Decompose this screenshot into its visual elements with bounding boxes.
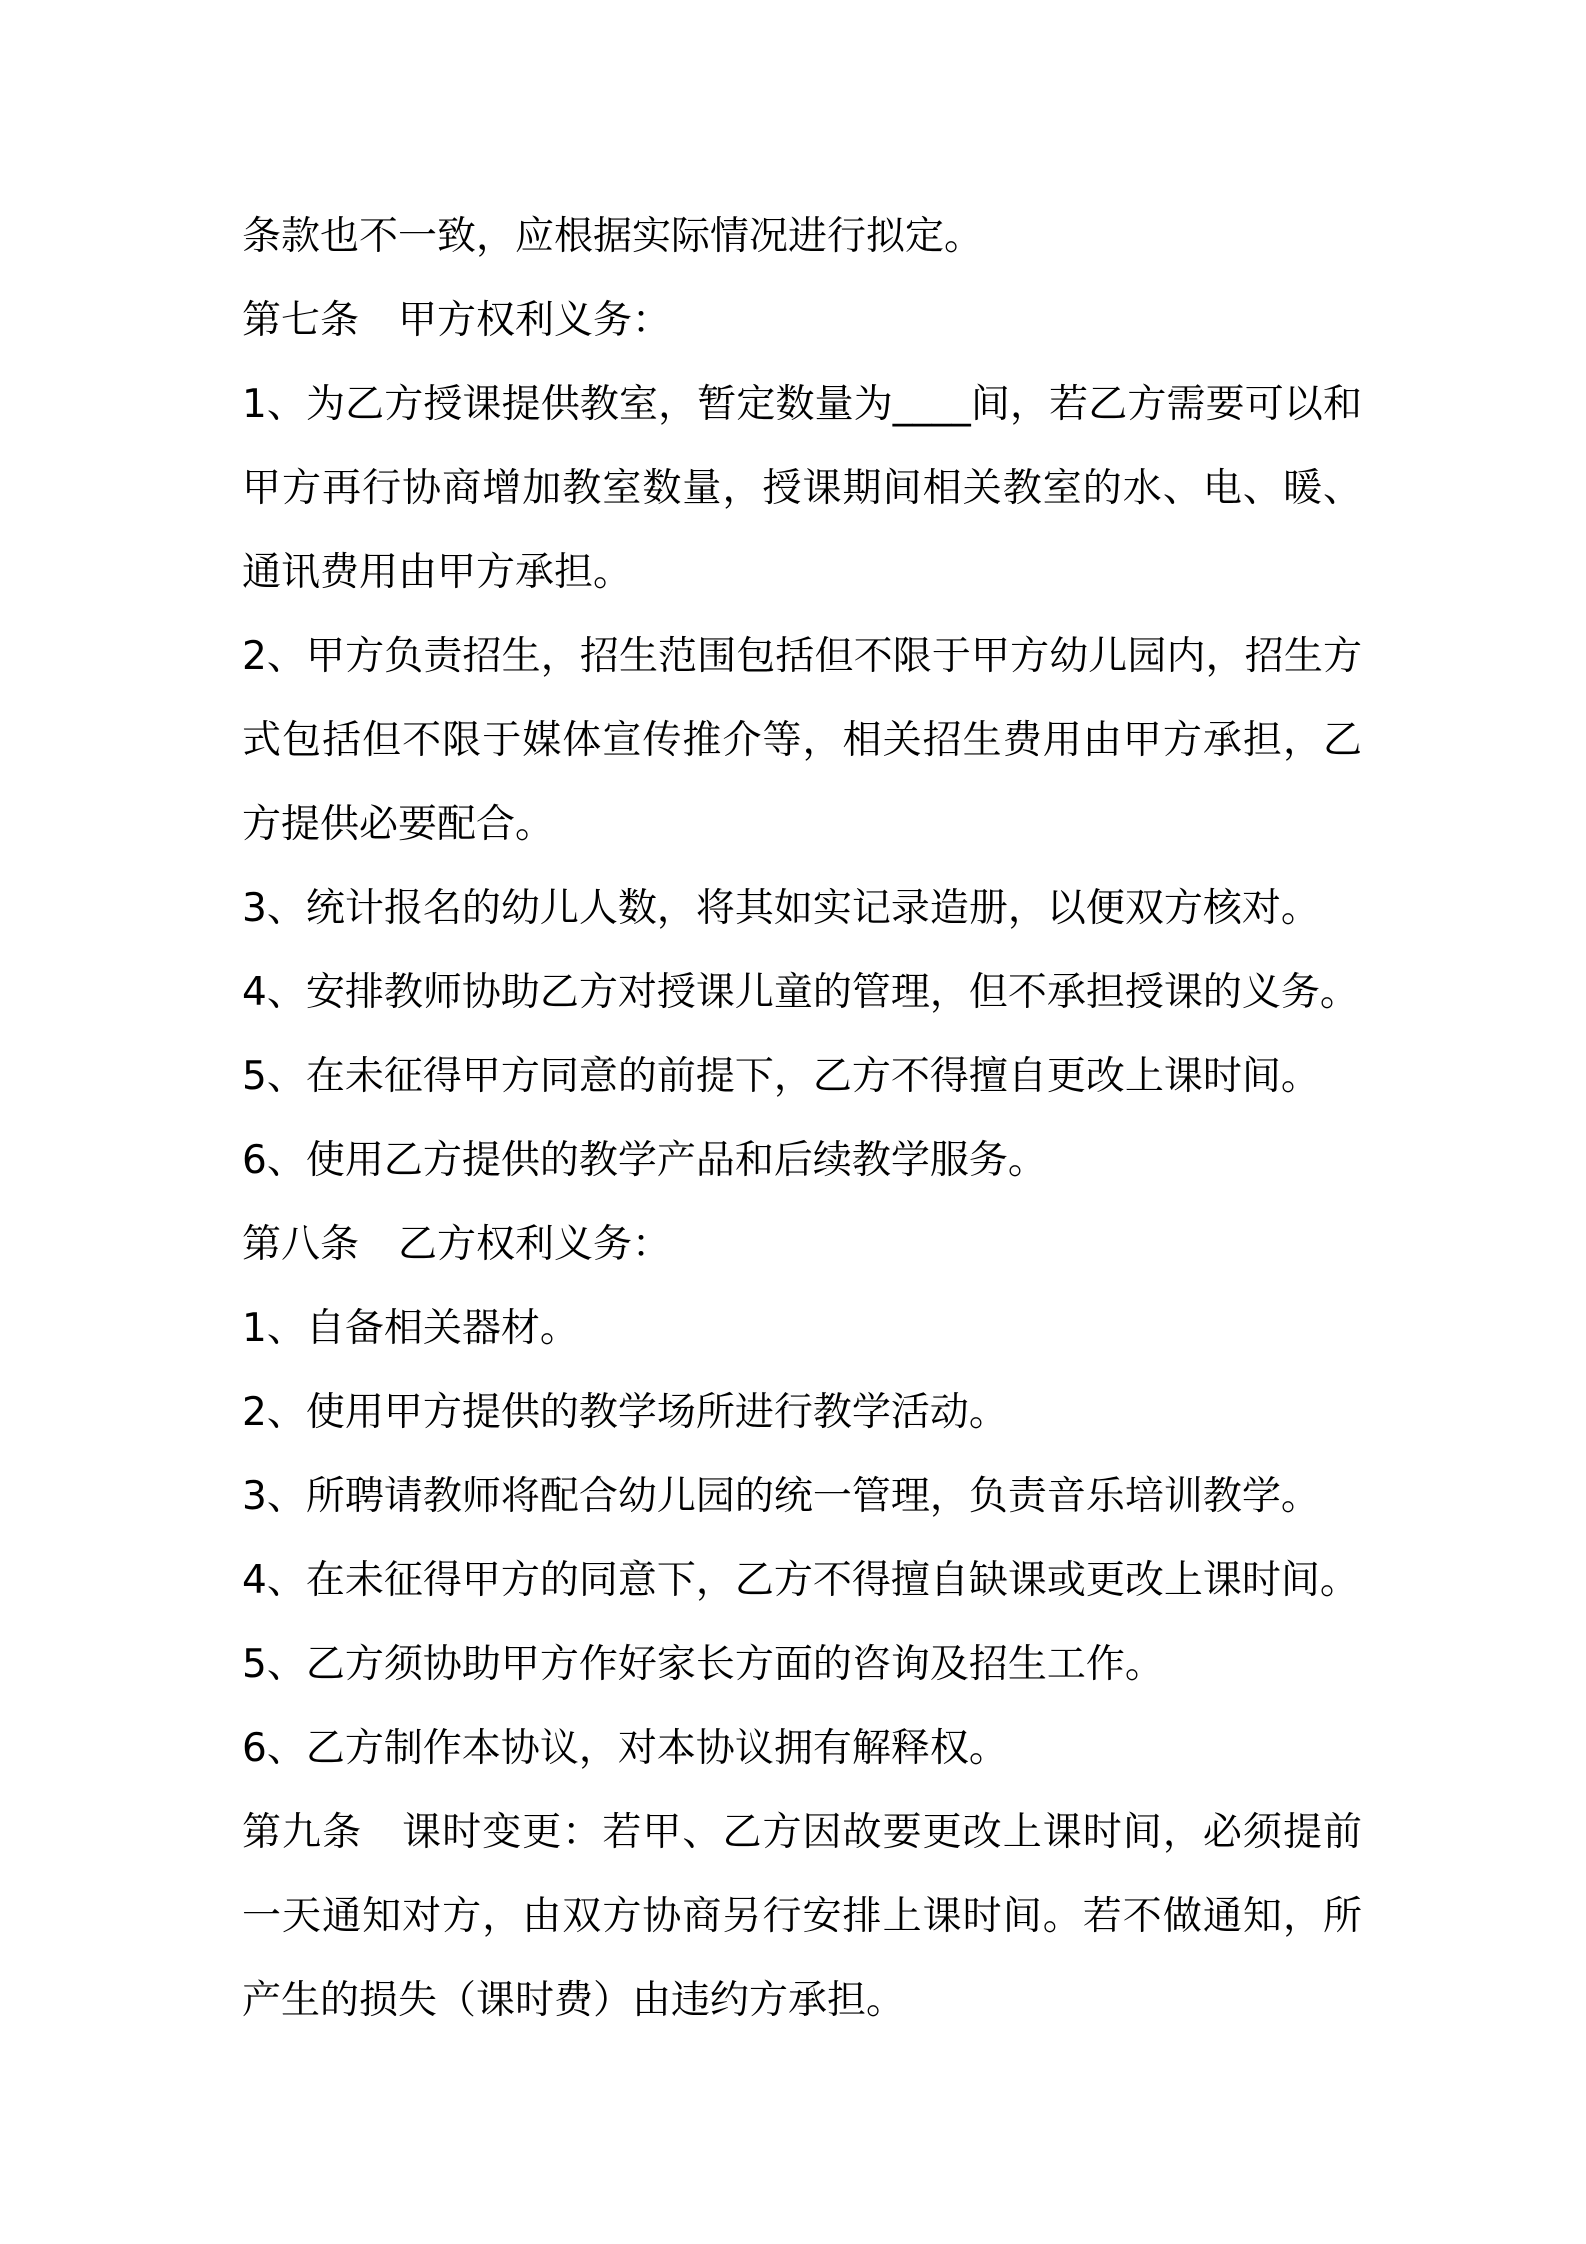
article-7-item-2: 2、甲方负责招生，招生范围包括但不限于甲方幼儿园内，招生方式包括但不限于媒体宣传推介等，相关招生费用由甲方承担，乙方提供必要配合。 [242, 634, 1362, 847]
article-8-item-3: 3、所聘请教师将配合幼儿园的统一管理，负责音乐培训教学。 [242, 1474, 1320, 1519]
article-8-heading: 第八条 乙方权利义务： [242, 1222, 672, 1267]
article-9-paragraph: 第九条 课时变更：若甲、乙方因故要更改上课时间，必须提前一天通知对方，由双方协商另行安排上课时间。若不做通知，所产生的损失（课时费）由违约方承担。 [242, 1810, 1362, 2023]
article-7-item-4: 4、安排教师协助乙方对授课儿童的管理，但不承担授课的义务。 [242, 970, 1359, 1015]
article-8-item-6: 6、乙方制作本协议，对本协议拥有解释权。 [242, 1726, 1008, 1771]
article-8-item-2: 2、使用甲方提供的教学场所进行教学活动。 [242, 1390, 1008, 1435]
article-7-item-1: 1、为乙方授课提供教室，暂定数量为____间，若乙方需要可以和甲方再行协商增加教室数量，授课期间相关教室的水、电、暖、通讯费用由甲方承担。 [242, 382, 1362, 595]
paragraph-continuation: 条款也不一致，应根据实际情况进行拟定。 [242, 214, 984, 259]
article-8-item-5: 5、乙方须协助甲方作好家长方面的咨询及招生工作。 [242, 1642, 1164, 1687]
article-7-item-3: 3、统计报名的幼儿人数，将其如实记录造册，以便双方核对。 [242, 886, 1320, 931]
article-7-heading: 第七条 甲方权利义务： [242, 298, 672, 343]
article-8-item-1: 1、自备相关器材。 [242, 1306, 579, 1351]
document-body [242, 195, 1362, 2043]
article-7-item-6: 6、使用乙方提供的教学产品和后续教学服务。 [242, 1138, 1047, 1183]
article-8-item-4: 4、在未征得甲方的同意下，乙方不得擅自缺课或更改上课时间。 [242, 1558, 1359, 1603]
article-7-item-5: 5、在未征得甲方同意的前提下，乙方不得擅自更改上课时间。 [242, 1054, 1320, 1099]
